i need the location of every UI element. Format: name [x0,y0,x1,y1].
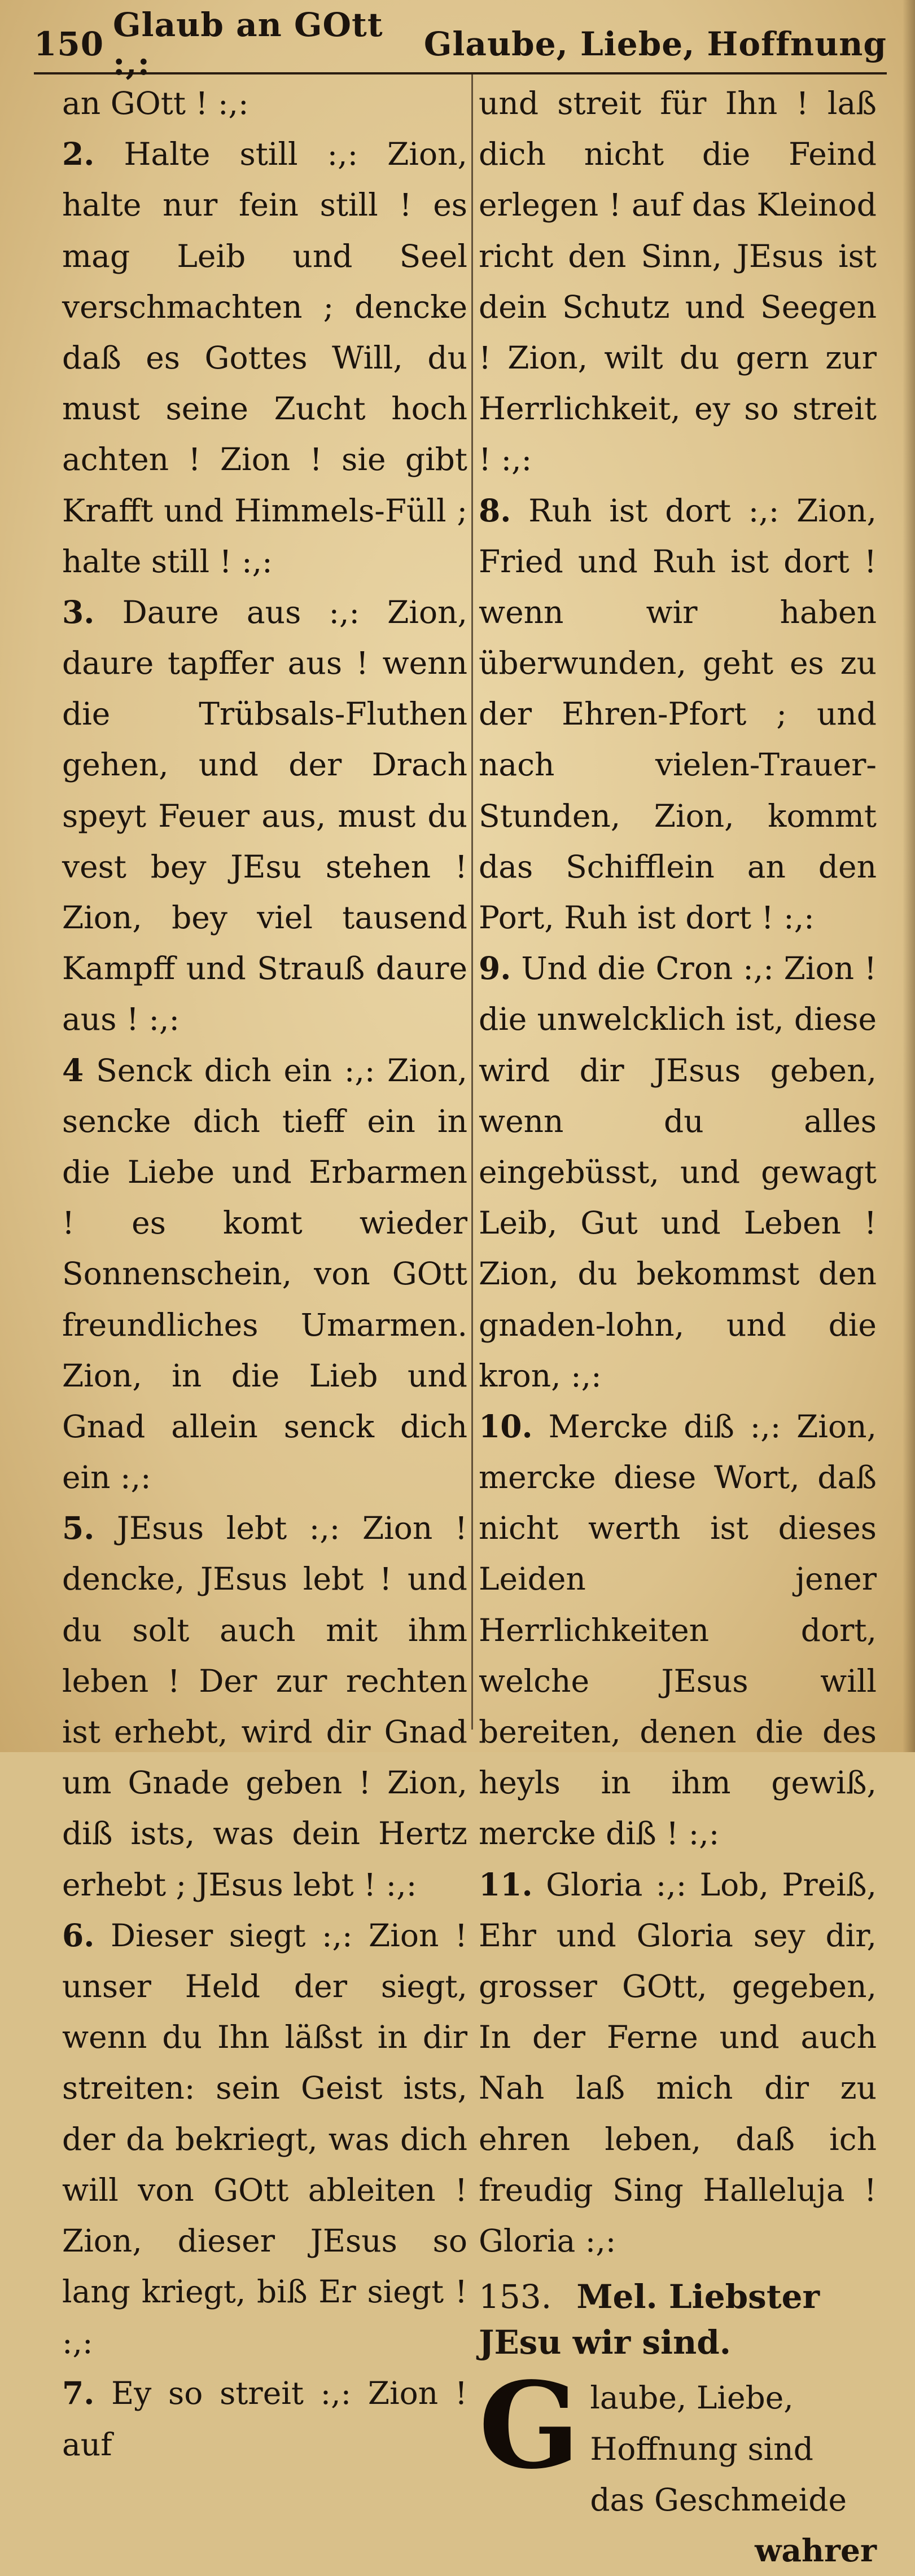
stanza-2 [62,129,467,587]
stanza-number: 4 [62,1051,84,1089]
stanza-text: Ruh ist dort :,: Zion, Fried und Ruh ist dort ! wenn wir haben überwunden, geht es zu der Ehren-Pfort ; und nach vielen-Trauer-Stunden, Zion, kommt das Schifflein an den Port, Ruh ist dort ! :,: [479,492,877,936]
hymn-heading [479,2274,877,2366]
stanza-text: Mercke diß :,: Zion, mercke diese Wort, daß nicht werth ist dieses Leiden jener Herrlichkeiten dort, welche JEsus will bereiten, denen die des heyls in ihm gewiß, mercke diß ! :,: [479,1408,877,1852]
stanza-11 [479,1859,877,2267]
stanza-continuation [62,78,467,129]
stanza-text: Senck dich ein :,: Zion, sencke dich tieff ein in die Liebe und Erbarmen ! es komt wieder Sonnenschein, von GOtt freundliches Umarmen. Zion, in die Lieb und Gnad allein senck dich ein :,: [62,1052,467,1496]
stanza-text: JEsus lebt :,: Zion ! dencke, JEsus lebt ! und du solt auch mit ihm leben ! Der zur rechten ist erhebt, wird dir Gnad um Gnade geben ! Zion, diß ists, was dein Hertz erhebt ; JEsus lebt ! :,: [62,1510,468,1903]
stanza-number: 7. [62,2375,95,2412]
stanza-7-continuation [479,78,877,485]
stanza-number: 11. [479,1866,533,1903]
stanza-text: Halte still :,: Zion, halte nur fein still ! es mag Leib und Seel verschmachten ; dencke daß es Gottes Will, du must seine Zucht hoch achten ! Zion ! sie gibt Krafft und Himmels-Füll ; halte still ! :,: [62,136,467,580]
left-column [62,78,468,2463]
hymn-first-lines: laube, Liebe, Hoffnung sind das Geschmeide [590,2380,847,2518]
stanza-text: Dieser siegt :,: Zion ! unser Held der siegt, wenn du Ihn läßst in dir streiten: sein Geist ists, der da bekriegt, was dich will von GOtt ableiten ! Zion, dieser JEsus so lang kriegt, biß Er siegt ! :,: [62,1917,467,2361]
stanza-number: 8. [479,491,511,529]
stanza-text: Und die Cron :,: Zion ! die unwelcklich ist, diese wird dir JEsus geben, wenn du alles eingebüsst, und gewagt Leib, Gut und Leben ! Zion, du bekommst den gnaden-lohn, und die kron, :,: [479,950,877,1394]
stanza-number: 3. [62,593,95,630]
right-running-title: Glaube, Liebe, Hoffnung [423,25,887,63]
stanza-number: 2. [62,135,95,173]
stanza-text: Gloria :,: Lob, Preiß, Ehr und Gloria sey dir, grosser GOtt, gegeben, In der Ferne und auch Nah laß mich dir zu ehren leben, daß ich freudig Sing Halleluja ! Gloria :,: [479,1866,877,2259]
page-edge-shadow [903,0,915,1752]
stanza-8 [479,485,877,943]
melody-name: Liebster JEsu wir sind. [479,2277,820,2362]
page-number: 150 [34,25,104,63]
stanza-text: Daure aus :,: Zion, daure tapffer aus ! wenn die Trübsals-Fluthen gehen, und der Drach speyt Feuer aus, must du vest bey JEsu stehen ! Zion, bey viel tausend Kampff und Strauß daure aus ! :,: [62,594,467,1038]
hymn-opening [479,2356,877,2576]
stanza-number: 9. [479,950,511,987]
stanza-9 [479,943,877,1401]
stanza-10 [479,1401,877,1859]
stanza-number: 10. [479,1407,533,1445]
stanza-text: an GOtt ! :,: [62,85,249,121]
hymn-number: 153. [479,2277,552,2316]
left-running-title: Glaub an GOtt :,: [113,6,383,82]
stanza-number: 6. [62,1916,95,1954]
stanza-4 [62,1045,467,1503]
stanza-7 [62,2368,467,2469]
running-head [34,6,887,82]
melody-label: Mel. [576,2277,658,2316]
stanza-number: 5. [62,1509,95,1547]
stanza-3 [62,587,467,1045]
stanza-text: Ey so streit :,: Zion ! auf [62,2375,467,2463]
right-column [479,78,877,2569]
stanza-6 [62,1910,467,2368]
column-divider [471,73,473,1730]
stanza-text: und streit für Ihn ! laß dich nicht die Feind erlegen ! auf das Kleinod richt den Sinn, JEsus ist dein Schutz und Seegen ! Zion, wilt du gern zur Herrlichkeit, ey so streit ! :,: [479,85,877,478]
drop-cap-initial: G [479,2356,580,2496]
stanza-5 [62,1503,467,1910]
catchword: wahrer [755,2532,877,2569]
